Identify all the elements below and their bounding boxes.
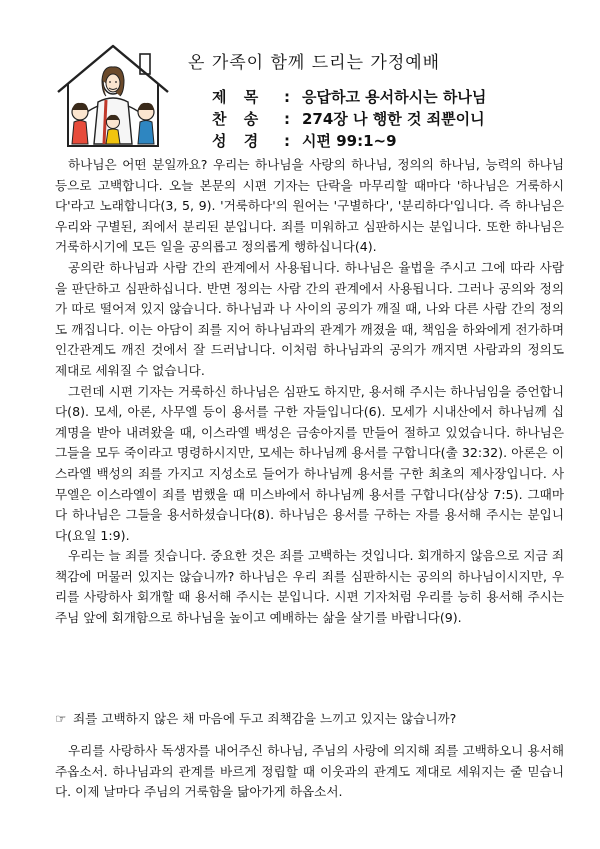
info-value: 시편 99:1~9: [302, 132, 397, 150]
paragraph: 하나님은 어떤 분일까요? 우리는 하나님을 사랑의 하나님, 정의의 하나님, 능력의 하나님 등으로 고백합니다. 오늘 본문의 시편 기자는 단락을 마무리할 때마다 '하나님은 거룩하시다'라고 노래합니다(3, 5, 9). '거룩하다'의 원어는 '구별하다', '분리하다'입니다. 즉 하나님은 우리와 구별된, 죄에서 분리된 분입니다. 죄를 미워하고 심판하시는 분입니다. 또한 하나님은 거룩하시기에 모든 일을 공의롭고 정의롭게 행하십니다(4).: [55, 157, 564, 255]
info-label: 성 경: [212, 132, 265, 150]
info-row-scripture: [212, 130, 486, 152]
paragraph: 우리는 늘 죄를 짓습니다. 중요한 것은 죄를 고백하는 것입니다. 회개하지 않음으로 지금 죄책감에 머물러 있지는 않습니까? 하나님은 우리 죄를 심판하시는 공의의 하나님이시지만, 우리를 사랑하사 회개할 때 용서해 주시는 분입니다. 시편 기자처럼 우리를 능히 용서해 주시는 주님 앞에 회개함으로 하나님을 높이고 예배하는 삶을 살기를 바랍니다(9).: [55, 548, 564, 626]
paragraph: 그런데 시편 기자는 거룩하신 하나님은 심판도 하지만, 용서해 주시는 하나님임을 증언합니다(8). 모세, 아론, 사무엘 등이 용서를 구한 자들입니다(6). 모세가 시내산에서 하나님께 십계명을 받아 내려왔을 때, 이스라엘 백성은 금송아지를 만들어 절하고 있었습니다. 하나님은 그들을 모두 죽이라고 명령하시지만, 모세는 하나님께 용서를 구합니다(출 32:32). 아론은 이스라엘 백성의 죄를 가지고 지성소로 들어가 하나님께 용서를 구한 최초의 제사장입니다. 사무엘은 이스라엘이 죄를 범했을 때 미스바에서 하나님께 용서를 구합니다(삼상 7:5). 그때마다 하나님은 그들을 용서하셨습니다(8). 하나님은 용서를 구하는 자를 용서해 주시는 분입니다(요일 1:9).: [55, 383, 564, 543]
pointing-hand-icon: ☞: [55, 711, 67, 726]
worship-info: [212, 86, 486, 152]
info-separator: :: [284, 132, 290, 150]
info-value: 응답하고 용서하시는 하나님: [302, 88, 487, 106]
info-row-title: [212, 86, 486, 108]
info-label: 제 목: [212, 88, 265, 106]
info-label: 찬 송: [212, 110, 265, 128]
family-with-jesus-house-icon: [54, 40, 172, 152]
info-separator: :: [284, 110, 290, 128]
sermon-body: [55, 155, 564, 629]
paragraph: 공의란 하나님과 사람 간의 관계에서 사용됩니다. 하나님은 율법을 주시고 그에 따라 사람을 판단하고 심판하십니다. 반면 정의는 사람 간의 관계에서 사용됩니다. 그러나 공의와 정의가 따로 떨어져 있지 않습니다. 하나님과 나 사이의 공의가 깨질 때, 나와 다른 사람 간의 정의도 깨집니다. 이는 아담이 죄를 지어 하나님과의 관계가 깨졌을 때, 책임을 하와에게 전가하며 인간관계도 깨진 것에서 잘 드러납니다. 이처럼 하나님과의 공의가 깨지면 사람과의 정의도 제대로 세워질 수 없습니다.: [55, 259, 564, 378]
reflection-question: [55, 709, 564, 729]
question-text: 죄를 고백하지 않은 채 마음에 두고 죄책감을 느끼고 있지는 않습니까?: [73, 711, 457, 726]
page-title: 온 가족이 함께 드리는 가정예배: [188, 53, 441, 73]
info-value: 274장 나 행한 것 죄뿐이니: [302, 110, 485, 128]
info-separator: :: [284, 88, 290, 106]
info-row-hymn: [212, 108, 486, 130]
closing-prayer: 우리를 사랑하사 독생자를 내어주신 하나님, 주님의 사랑에 의지해 죄를 고백하오니 용서해 주옵소서. 하나님과의 관계를 바르게 정립할 때 이웃과의 관계도 제대로 세워지는 줄 믿습니다. 이제 날마다 주님의 거룩함을 닮아가게 하옵소서.: [55, 743, 564, 800]
